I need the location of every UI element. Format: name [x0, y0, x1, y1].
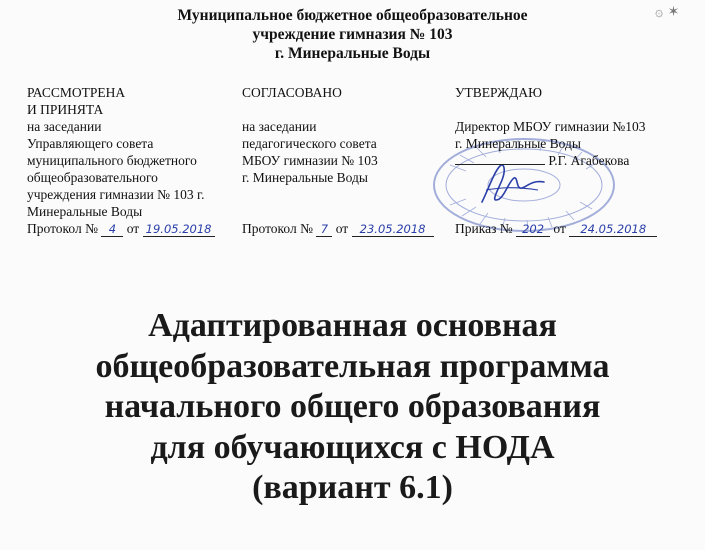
reviewed-line: Управляющего совета: [27, 136, 154, 151]
reviewed-protocol: [27, 220, 232, 237]
agreed-block: [242, 84, 442, 237]
order-date: 24.05.2018: [569, 222, 657, 237]
order-from: от: [553, 221, 566, 236]
scan-mark: ۞ ✶: [655, 4, 680, 20]
reviewed-line: муниципального бюджетного: [27, 153, 197, 168]
director-signature-line: [455, 152, 695, 169]
protocol-number: 4: [101, 222, 123, 237]
title-line-1: Адаптированная основная: [148, 307, 557, 344]
reviewed-line: общеобразовательного: [27, 170, 158, 185]
reviewed-heading-1: РАССМОТРЕНА: [27, 85, 126, 100]
agreed-line: г. Минеральные Воды: [242, 170, 368, 185]
director-name: Р.Г. Агабекова: [548, 153, 630, 168]
agreed-line: на заседании: [242, 119, 317, 134]
approved-line: Директор МБОУ гимназии №103: [455, 119, 646, 134]
reviewed-line: на заседании: [27, 119, 102, 134]
approved-heading: УТВЕРЖДАЮ: [455, 85, 543, 100]
order-number: 202: [516, 222, 550, 237]
protocol-number: 7: [316, 222, 332, 237]
header-line-3: г. Минеральные Воды: [274, 45, 431, 62]
reviewed-heading-2: И ПРИНЯТА: [27, 102, 104, 117]
approved-order: [455, 220, 695, 237]
reviewed-line: Минеральные Воды: [27, 204, 143, 219]
agreed-protocol: [242, 220, 442, 237]
title-line-2: общеобразовательная программа: [95, 347, 610, 385]
protocol-label: Протокол №: [27, 221, 98, 236]
order-label: Приказ №: [455, 221, 513, 236]
protocol-date: 23.05.2018: [352, 222, 434, 237]
protocol-from: от: [126, 221, 140, 236]
protocol-date: 19.05.2018: [143, 222, 215, 237]
school-header: [0, 6, 705, 63]
reviewed-block: [27, 84, 232, 237]
title-line-5: (вариант 6.1): [252, 469, 453, 506]
agreed-line: МБОУ гимназии № 103: [242, 153, 378, 168]
program-title: [0, 306, 705, 509]
approved-block: [455, 84, 695, 237]
protocol-from: от: [335, 221, 349, 236]
header-line-2: учреждение гимназия № 103: [252, 26, 453, 43]
agreed-heading: СОГЛАСОВАНО: [242, 85, 342, 100]
title-line-4: для обучающихся с НОДА: [150, 428, 555, 466]
approved-line: г. Минеральные Воды: [455, 136, 581, 151]
protocol-label: Протокол №: [242, 221, 313, 236]
title-line-3: начального общего образования: [104, 388, 601, 425]
reviewed-line: учреждения гимназии № 103 г.: [27, 187, 205, 202]
header-line-1: Муниципальное бюджетное общеобразовательное: [177, 7, 528, 24]
agreed-line: педагогического совета: [242, 136, 377, 151]
